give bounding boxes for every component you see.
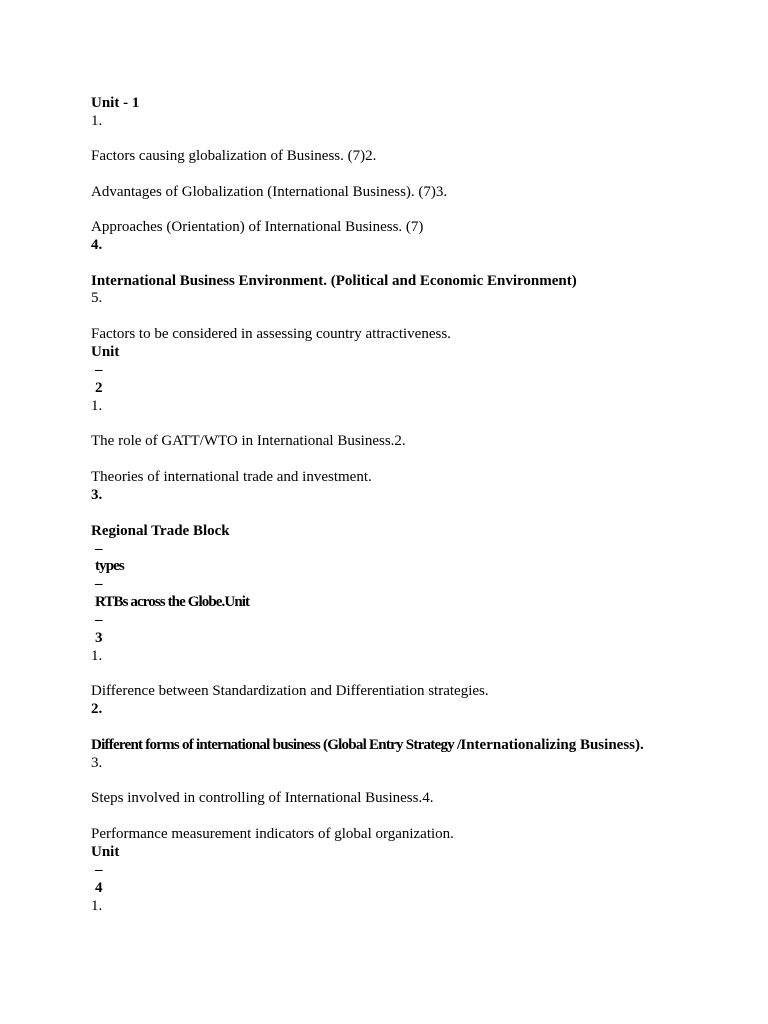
question-text: Difference between Standardization and Differentiation strategies. xyxy=(91,683,489,699)
question-text: Performance measurement indicators of global organization. xyxy=(91,826,454,842)
question-text: Steps involved in controlling of International Business.4. xyxy=(91,790,434,806)
question-text-bold: types xyxy=(95,558,124,574)
question-text-part: Internationalizing Business). xyxy=(460,737,644,753)
dash: – xyxy=(95,541,103,557)
unit-1-heading: Unit - 1 xyxy=(91,95,140,111)
unit-number: 2 xyxy=(95,380,103,396)
question-text-bold: International Business Environment. (Political and Economic Environment) xyxy=(91,273,577,289)
unit-number: 4 xyxy=(95,880,103,896)
question-text: The role of GATT/WTO in International Business.2. xyxy=(91,433,406,449)
question-text: Approaches (Orientation) of International Business. (7) xyxy=(91,219,424,235)
question-text-bold: RTBs across the Globe.Unit xyxy=(95,594,250,610)
question-text: Factors to be considered in assessing country attractiveness. xyxy=(91,326,451,342)
question-text-bold xyxy=(91,736,644,754)
unit-number: 3 xyxy=(95,630,103,646)
question-text: Theories of international trade and investment. xyxy=(91,469,372,485)
unit-heading: Unit xyxy=(91,844,120,860)
item-number: 3. xyxy=(91,755,103,771)
unit-heading: Unit xyxy=(91,344,120,360)
item-number: 4. xyxy=(91,237,103,253)
item-number: 1. xyxy=(91,113,103,129)
unit-dash: – xyxy=(95,362,103,378)
question-text: Factors causing globalization of Business. (7)2. xyxy=(91,148,377,164)
item-number: 1. xyxy=(91,648,103,664)
item-number: 5. xyxy=(91,290,103,306)
dash: – xyxy=(95,576,103,592)
item-number: 1. xyxy=(91,898,103,914)
question-text: Advantages of Globalization (International Business). (7)3. xyxy=(91,184,448,200)
item-number: 1. xyxy=(91,398,103,414)
item-number: 2. xyxy=(91,701,103,717)
unit-dash: – xyxy=(95,862,103,878)
question-text-bold: Regional Trade Block xyxy=(91,523,230,539)
unit-dash: – xyxy=(95,612,103,628)
item-number: 3. xyxy=(91,487,103,503)
question-text-part: Different forms of international business (Global Entry Strategy / xyxy=(91,737,461,753)
